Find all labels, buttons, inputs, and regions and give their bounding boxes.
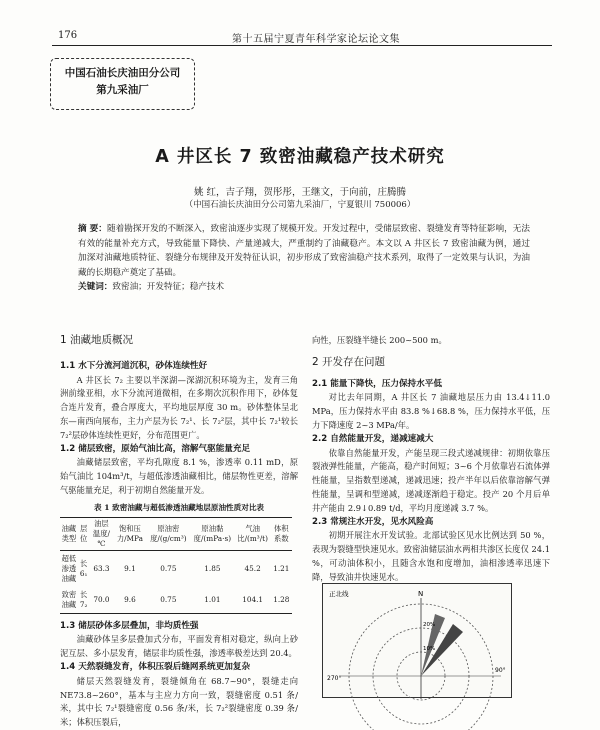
section-2-3-heading: 2.3 常规注水开发，见水风险高	[312, 516, 434, 527]
table-cell: 长 7₂	[78, 587, 90, 614]
section-1-2-heading: 1.2 储层致密，原始气油比高，溶解气驱能量充足	[60, 443, 251, 454]
table-row	[60, 587, 292, 614]
table-cell: 1.85	[204, 563, 221, 573]
table-cell: 63.3	[93, 563, 110, 573]
table-cell: 0.75	[160, 563, 177, 573]
abstract-text: 随着勘探开发的不断深入，致密油逐步实现了规模开发。开发过程中，受储层致密、裂缝发育等特征影响，无法有效的能量补充方式，导致能量下降快、产量递减大，严重制约了油藏稳产。本文以 A 井区长 7 致密油藏为例，通过加深对油藏地质特征、裂缝分布规律及开发特征认识，初步形成了致密油稳产技术系列，取得了一定效果与认识，为油藏的长期稳产奠定了基础。	[78, 224, 530, 278]
table-header-cell: 气油比/(m³/t)	[235, 517, 271, 550]
table-header-cell: 油层温度/℃	[90, 517, 114, 550]
organization-line-2: 第九采油厂	[96, 84, 149, 96]
section-1-4-text: 储层天然裂缝发育，裂缝倾角在 68.7~90°，裂缝走向 NE73.8~260°，基本与主应力方向一致，裂缝密度 0.51 条/米，其中长 7₂¹裂缝密度 0.56 条/米，长 7₂²裂缝密度 0.39 条/米；体积压裂后，	[60, 675, 298, 728]
organization-line-1: 中国石油长庆油田分公司	[64, 67, 181, 79]
header-rule	[52, 45, 552, 46]
table-cell: 1.01	[190, 587, 234, 614]
table-cell: 9.1	[124, 563, 136, 573]
table-cell: 9.6	[113, 587, 146, 614]
table-header-cell: 饱和压力/MPa	[113, 517, 146, 550]
section-2-2-text: 依靠自然能量开发，产能呈现三段式递减规律：初期依靠压裂液弹性能量，产能高，稳产时间短；3~6 个月依靠岩石流体弹性能量，呈指数型递减，递减迅速；投产半年以后依靠溶解气弹性能量，呈调和型递减，递减逐渐趋于稳定。投产 20 个月后单井产能由 2.9↓0.89 t/d，平均月度递减 3.7 %。	[312, 447, 550, 513]
table-row	[60, 550, 292, 587]
section-1-1-text: A 井区长 7₂ 主要以半深湖—深湖沉积环境为主，发育三角洲前缘亚相，水下分流河道微相，在多期次沉积作用下，砂体复合连片发育，叠合厚度大，平均地层厚度 30 m。砂体整体呈北东—南西向展布，主力产层为长 7₂¹、长 7₂²层，其中长 7₂¹较长 7₂²层砂体连续性更好，分布范围更广。	[60, 374, 298, 440]
right-continuation: 向性，压裂缝半缝长 200~500 m。	[312, 335, 447, 345]
rose-diagram-svg	[323, 584, 513, 699]
table-cell: 104.1	[235, 587, 271, 614]
organization-box	[50, 58, 195, 110]
paper-affiliation: （中国石油长庆油田分公司第九采油厂，宁夏银川 750006）	[184, 200, 416, 210]
rose-label-90: 90°	[495, 667, 506, 674]
section-2-3-text: 初期开展注水开发试验。北部试验区见水比例达到 50 %，表现为裂缝型快速见水。致密油储层油水两相共渗区长度仅 24.1 %，可动油体积小，且随含水饱和度增加，油相渗透率迅速下降，导致油井快速见水。	[312, 530, 550, 582]
table-cell: 长 6₁	[79, 558, 88, 578]
paper-authors: 姚 红，吉子翔，贺彤彤，王继文，于向前，庄腾腾	[193, 187, 407, 198]
keywords-text: 致密油；开发特征；稳产技术	[112, 282, 225, 292]
abstract	[78, 222, 530, 295]
left-column	[60, 334, 298, 730]
rose-label-20pct: 20%	[423, 622, 436, 628]
table-cell: 超低渗透油藏	[61, 553, 77, 583]
rose-label-n: N	[418, 590, 424, 598]
page-number: 176	[58, 30, 78, 41]
table-cell: 45.2	[244, 563, 261, 573]
table-cell: 0.75	[147, 587, 191, 614]
keywords-label: 关键词：	[78, 282, 113, 292]
table-header-cell: 体积系数	[271, 517, 292, 550]
table-cell: 70.0	[90, 587, 114, 614]
section-2-heading: 2 开发存在问题	[312, 355, 386, 368]
section-1-2-text: 油藏储层致密，平均孔隙度 8.1 %，渗透率 0.11 mD，原始气油比 104m³/t，与超低渗透油藏相比，储层物性更差，溶解气驱能量充足，利于初期自然能量开发。	[60, 457, 298, 495]
right-column	[312, 334, 550, 585]
table-header-cell: 油藏类型	[60, 517, 78, 550]
property-table	[60, 517, 292, 614]
section-1-1-heading: 1.1 水下分流河道沉积，砂体连续性好	[60, 360, 208, 371]
section-2-1-text: 对比去年同期，A 井区长 7 油藏地层压力由 13.4↓11.0 MPa，压力保持水平由 83.8 %↓68.8 %，压力保持水平低，压力下降速度 2~3 MPa/年。	[312, 392, 550, 430]
section-2-2-heading: 2.2 自然能量开发，递减速减大	[312, 433, 434, 444]
abstract-label: 摘 要：	[78, 224, 107, 234]
table-header-cell: 层位	[78, 517, 90, 550]
table-caption: 表 1 致密油藏与超低渗透油藏地层原油性质对比表	[93, 502, 265, 512]
fracture-rose-diagram	[322, 583, 512, 698]
table-header-cell: 原油黏度/(mPa·s)	[190, 517, 234, 550]
section-1-heading: 1 油藏地质概况	[60, 334, 134, 346]
rose-label-10pct: 10%	[423, 646, 436, 652]
section-2-1-heading: 2.1 能量下降快，压力保持水平低	[312, 378, 442, 389]
section-1-4-heading: 1.4 天然裂缝发育，体积压裂后缝网系统更加复杂	[60, 661, 251, 672]
section-1-3-heading: 1.3 储层砂体多层叠加，非均质性强	[60, 620, 199, 631]
running-title: 第十五届宁夏青年科学家论坛论文集	[232, 34, 400, 45]
rose-label-north-line: 正北线	[329, 590, 349, 598]
table-cell: 1.28	[271, 587, 292, 614]
table-cell: 1.21	[273, 563, 290, 573]
paper-title: A 井区长 7 致密油藏稳产技术研究	[155, 147, 445, 167]
table-cell: 致密油藏	[60, 587, 78, 614]
rose-label-270: 270°	[327, 675, 342, 682]
section-1-3-text: 油藏砂体呈多层叠加式分布，平面发育相对稳定，纵向上砂泥互层、多小层发育，储层非均质性强，渗透率极差达到 20.4。	[60, 634, 298, 659]
table-header-cell: 原油密度/(g/cm³)	[147, 517, 191, 550]
